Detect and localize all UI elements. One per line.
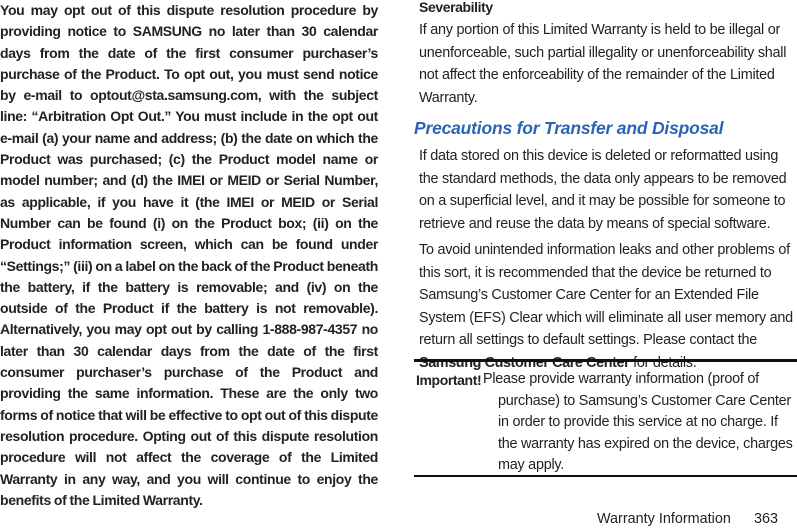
important-text-rest: purchase) to Samsung’s Customer Care Center in order to provide this service at no charge. If the warranty has expired on the device, charges may apply. [498,392,793,474]
important-text [483,369,795,477]
important-text-first-line: Please provide warranty information (proof of [483,371,759,387]
customer-care-center-emphasis: Samsung Customer Care Center [419,354,630,371]
opt-out-paragraph: You may opt out of this dispute resolution procedure by providing notice to SAMSUNG no later than 30 calendar days from the date of the first consumer purchaser’s purchase of the Product. To opt out, you must send notice by e-mail to optout@sta.samsung.com, with the subject line: “Arbitration Opt Out.” You must include in the opt out e-mail (a) your name and address; (b) the date on which the Product was purchased; (c) the Product model name or model number; and (d) the IMEI or MEID or Serial Number, as applicable, if you have it (the IMEI or MEID or Serial Number can be found (i) on the Product box; (ii) on the Product information screen, which can be found under “Settings;” (iii) on a label on the back of the Product beneath the battery, if the battery is removable; and (iv) on the outside of the Product if the battery is not removable). Alternatively, you may opt out by calling 1-888-987-4357 no later than 30 calendar days from the date of the first consumer purchaser’s purchase of the Product and providing the same information. These are the only two forms of notice that will be effective to opt out of this dispute resolution procedure. Opting out of this dispute resolution procedure will not affect the coverage of the Limited Warranty in any way, and you will continue to enjoy the benefits of the Limited Warranty. [0,2,378,508]
precautions-heading: Precautions for Transfer and Disposal [414,118,724,138]
precautions-paragraph-1: If data stored on this device is deleted or reformatted using the standard methods, the data only appears to be removed on a superficial level, and it may be possible for someone to retrieve and reuse the data by means of special software. [419,148,787,232]
footer-section-title: Warranty Information [597,511,731,527]
precautions-paragraph-2-end: for details. [629,354,697,371]
right-column [414,0,797,474]
precautions-paragraph-2 [419,239,797,374]
important-note [414,359,797,477]
left-column [0,0,378,511]
important-label: Important! [416,372,482,388]
page-number: 363 [754,511,779,527]
severability-text: If any portion of this Limited Warranty is held to be illegal or unenforceable, such partial illegality or unenforceability shall not affect the enforceability of the remainder of the Limited Warranty. [419,22,787,106]
precautions-paragraph-2-text: To avoid unintended information leaks and other problems of this sort, it is recommended that the device be returned to Samsung’s Customer Care Center for an Extended File System (EFS) Clear which will eliminate all user memory and return all settings to default settings. Please contact the [419,242,793,348]
severability-heading: Severability [419,0,493,15]
